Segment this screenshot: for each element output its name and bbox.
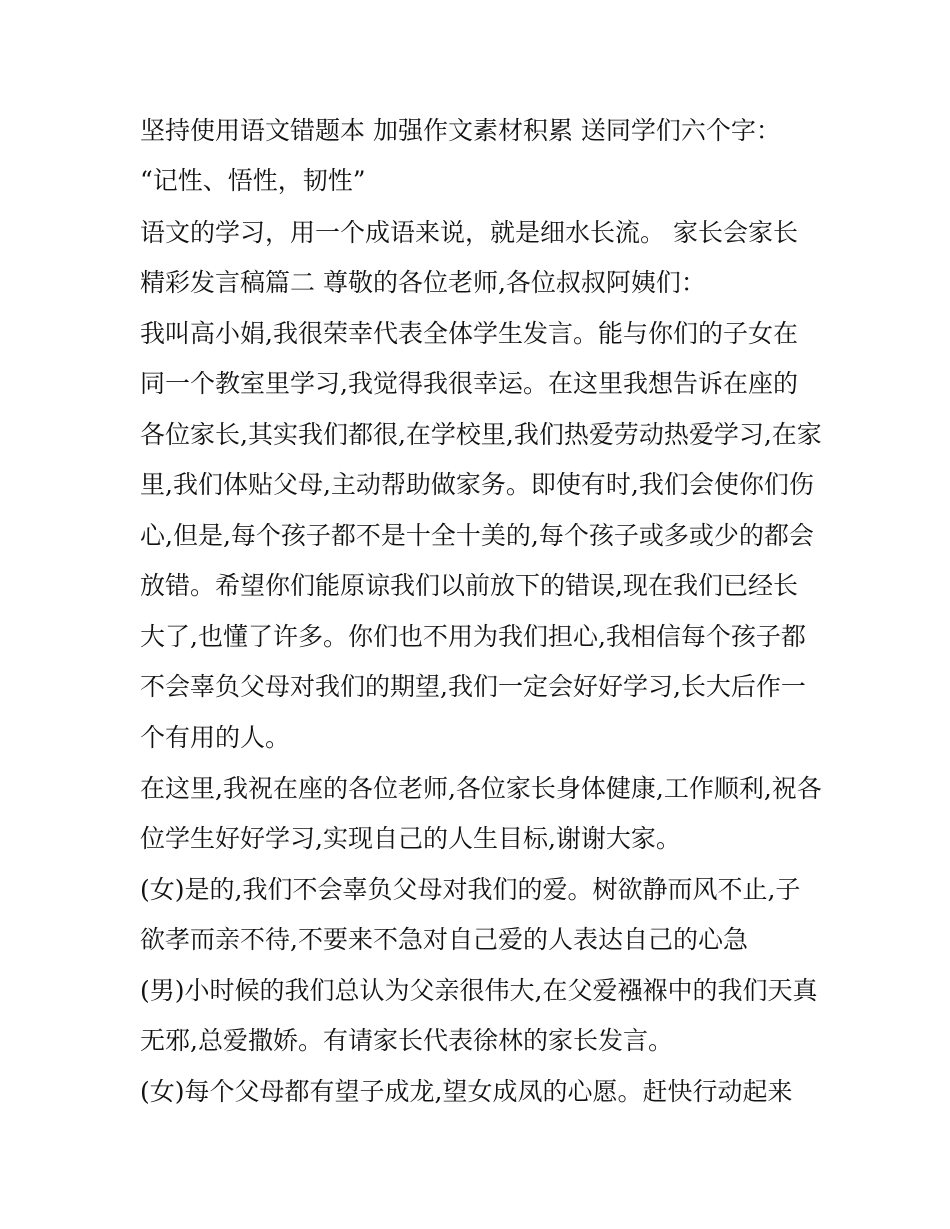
text-line-1: 坚持使用语文错题本 加强作文素材积累 送同学们六个字： [140,116,781,145]
text-line-6: 同一个教室里学习,我觉得我很幸运。在这里我想告诉在座的 [140,369,798,398]
text-line-2: “记性、悟性，韧性” [140,166,366,195]
text-line-4: 精彩发言稿篇二 尊敬的各位老师,各位叔叔阿姨们： [140,268,706,297]
text-line-8: 里,我们体贴父母,主动帮助做家务。即使有时,我们会使你们伤 [140,470,814,499]
text-line-17: 欲孝而亲不待,不要来不急对自己爱的人表达自己的心急 [140,925,748,954]
text-line-7: 各位家长,其实我们都很,在学校里,我们热爱劳动热爱学习,在家 [140,420,822,449]
text-line-20: (女)每个父母都有望子成龙,望女成凤的心愿。赶快行动起来 [140,1077,793,1106]
text-line-9: 心,但是,每个孩子都不是十全十美的,每个孩子或多或少的都会 [140,521,814,550]
text-line-13: 个有用的人。 [140,723,291,752]
text-line-5: 我叫高小娟,我很荣幸代表全体学生发言。能与你们的子女在 [140,319,798,348]
text-line-11: 大了,也懂了许多。你们也不用为我们担心,我相信每个孩子都 [140,622,806,651]
text-line-3: 语文的学习，用一个成语来说，就是细水长流。 家长会家长 [140,218,798,247]
text-line-19: 无邪,总爱撒娇。有请家长代表徐林的家长发言。 [140,1026,673,1055]
text-line-16: (女)是的,我们不会辜负父母对我们的爱。树欲静而风不止,子 [140,875,801,904]
text-line-10: 放错。希望你们能原谅我们以前放下的错误,现在我们已经长 [140,571,798,600]
text-line-18: (男)小时候的我们总认为父亲很伟大,在父爱襁褓中的我们天真 [140,976,818,1005]
text-line-15: 位学生好好学习,实现自己的人生目标,谢谢大家。 [140,824,681,853]
text-line-14: 在这里,我祝在座的各位老师,各位家长身体健康,工作顺利,祝各 [140,774,822,803]
text-line-12: 不会辜负父母对我们的期望,我们一定会好好学习,长大后作一 [140,672,806,701]
